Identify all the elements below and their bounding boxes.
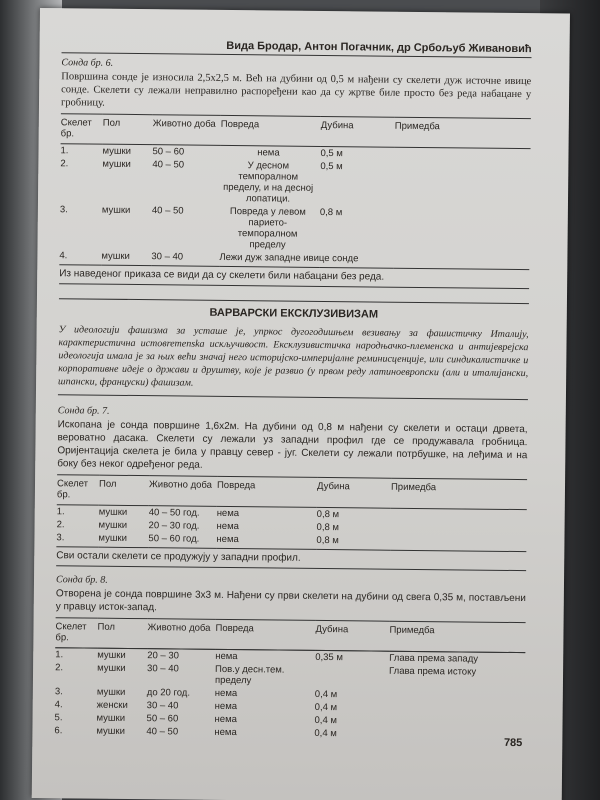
cell-depth: 0,4 м [314,727,337,740]
cell-no: 6. [54,725,63,737]
cell-age: 40 – 50 [152,159,185,171]
cell-injury: нема [214,700,238,713]
cell-depth [315,664,389,689]
probe7-after: Сви остали скелети се продужују у западни профил. [56,547,526,571]
cell-depth: 0,5 м [320,160,343,173]
cell-age: 40 – 50 [151,205,184,217]
cell-sex: мушки [97,662,126,674]
cell-age: 30 – 40 [151,250,219,266]
cell-note [393,207,529,254]
col-header-injury: Повреда [217,476,317,507]
col-header-sex: Пол [97,618,147,649]
col-header-depth: Дубина [321,116,395,147]
cell-age: 30 – 40 [146,700,179,712]
col-header-age: Животно доба [147,619,215,650]
cell-no: 3. [59,204,68,216]
col-header-age: Животно доба [153,115,221,146]
col-header-note: Примедба [389,621,525,652]
col-header-skeleton: Скелет бр. [57,475,99,505]
cell-note [390,535,526,552]
cell-injury: нема [215,650,238,663]
cell-no: 1. [55,649,64,661]
cell-sex: мушки [98,519,128,531]
book-page [32,8,570,800]
cell-no: 3. [56,531,98,547]
probe8-title: Сонда бр. 8. [55,574,108,586]
col-header-skeleton: Скелет бр. [55,618,97,648]
cell-injury: нема [257,147,280,159]
cell-injury: У десном темпоралном пределу, и на десној лопатици. [223,160,314,205]
cell-depth: 0,8 м [316,508,340,521]
col-header-note: Примедба [391,478,527,509]
cell-no: 2. [56,519,65,531]
col-header-age: Животно доба [149,476,217,507]
cell-injury: нема [216,533,316,550]
cell-age: 20 – 30 [147,650,179,662]
col-header-note: Примедба [395,117,531,148]
cell-depth: 0,8 м [316,521,340,534]
cell-sex: мушки [97,649,126,661]
cell-injury: нема [216,520,239,533]
probe8-table [54,617,525,742]
cell-injury: нема [214,687,238,700]
cell-no: 1. [56,506,65,518]
cell-sex: мушки [101,204,131,216]
section-intro: У идеологији фашизма за усташе је, упркос дугогодишњем везивању за фашистичку Италију, карактеристична истовremenska искључивост. Ексклузивистичка народњачко-племенска и антијеврејска идеологија имала је за њих већи значај него историјско-империјалне реминисценције, или синдикалистичке и корпоративне идеје о држави и друштву, које је развио (у првом реду латиноевропски (али и италијански, шпански, француски) фашизам. [58,323,529,400]
table-header-row [61,114,531,149]
cell-no: 4. [54,699,63,711]
cell-age: 40 – 50 [146,726,179,738]
table-header-row [55,618,525,653]
cell-age: 50 – 60 год. [148,532,216,548]
probe7-table [56,474,527,552]
page-content [54,38,531,742]
cell-no: 2. [60,158,69,170]
cell-no: 4. [59,249,101,265]
cell-sex: мушки [96,686,126,698]
probe7-title: Сонда бр. 7. [57,405,110,417]
table-header-row [57,475,527,510]
cell-sex: мушки [102,145,132,157]
cell-sex: женски [96,699,128,711]
cell-injury: нема [216,507,240,520]
cell-sex: мушки [102,158,131,170]
probe6-table [59,113,531,270]
probe8-text: Отворена је сонда површине 3х3 м. Нађени су први скелети на дубини од свега 0,35 м, постављени у правцу исток-запад. [55,588,526,614]
col-header-depth: Дубина [315,620,389,651]
cell-note: Глава према западу [389,652,479,665]
table-row [59,203,529,254]
cell-sex: мушки [98,506,128,518]
section-heading: ВАРВАРСКИ ЕКСКЛУЗИВИЗАМ [59,298,529,322]
cell-note [394,147,530,162]
probe6-after: Из наведеног приказа се види да су скелети били набацани без реда. [59,265,529,289]
table-row [60,157,530,208]
cell-age: 40 – 50 год. [148,507,200,519]
cell-age: 50 – 60 [152,146,185,158]
cell-note [391,508,527,523]
cell-no: 3. [54,686,63,698]
cell-no: 1. [60,145,69,157]
cell-depth: 0,4 м [314,701,338,714]
cell-no: 5. [54,712,63,724]
col-header-injury: Повреда [221,115,321,146]
col-header-sex: Пол [99,475,149,506]
probe6-text: Површина сонде је износила 2,5х2,5 м. Већ на дубини од 0,5 м нађени су скелети дуж источне ивице сонде. Скелети су лежали неправилно распоређени као да су жртве биле просто без реда набацане у гробницу. [60,71,532,109]
cell-age: 20 – 30 год. [148,520,200,532]
cell-sex: мушки [96,725,125,737]
cell-depth: 0,4 м [314,688,338,701]
cell-age: 50 – 60 [146,713,179,725]
cell-depth: 0,4 м [314,714,338,727]
cell-injury: нема [214,713,237,726]
col-header-depth: Дубина [317,477,391,508]
page-number: 785 [503,736,523,750]
cell-depth: 0,8 м [316,534,390,550]
cell-injury: Повреда у левом парието-темпоралном пределу [229,206,306,251]
cell-injury: нема [214,726,237,739]
cell-injury: Лежи дуж западне ивице сонде [219,251,529,270]
cell-depth: 0,5 м [320,147,343,160]
cell-sex: мушки [98,532,148,548]
running-head: Вида Бродар, Антон Погачник, др Србољуб Живановић [62,38,532,58]
probe6-title: Сонда бр. 6. [61,57,114,69]
probe7-text: Ископана је сонда површине 1,6х2м. На дубини од 0,8 м нађени су скелети и остаци дрвета, вероватно дасака. Скелети су лежали уз западни профил где се продужавала гробница. Оријентација скелета је била у правцу север - југ. Скелети су лежали потрбушке, на леђима и на боку без неког одређеног реда. [57,419,528,471]
cell-no: 2. [55,662,64,674]
col-header-sex: Пол [103,114,153,145]
col-header-skeleton: Скелет бр. [61,114,103,144]
cell-injury: Пов.у десн.тем. пределу [214,663,285,687]
cell-sex: мушки [96,712,126,724]
col-header-injury: Повреда [215,619,315,650]
cell-note [394,161,530,208]
cell-age: до 20 год. [146,687,191,699]
cell-sex: мушки [101,250,151,266]
cell-note: Глава према истоку [389,665,477,678]
cell-age: 30 – 40 [147,663,179,675]
cell-depth: 0,8 м [319,206,343,219]
cell-depth: 0,35 м [315,651,343,664]
